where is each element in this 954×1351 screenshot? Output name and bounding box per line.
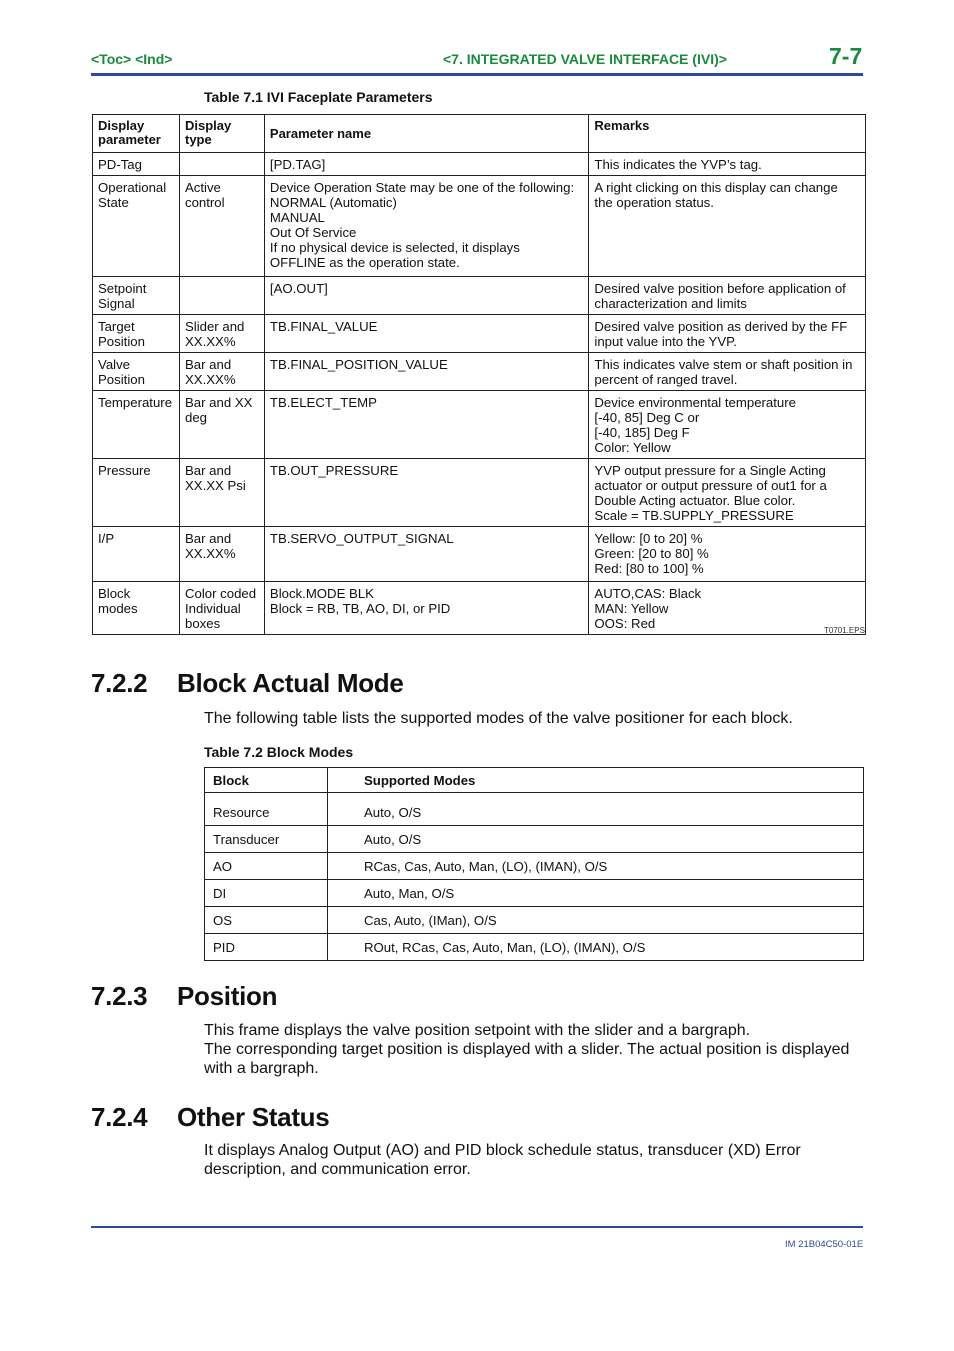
table-row	[93, 527, 866, 582]
figure-id: T0701.EPS	[824, 626, 865, 635]
display-type-cell: Bar and XX.XX%	[179, 527, 264, 582]
table-row	[205, 934, 864, 961]
remarks-cell: This indicates valve stem or shaft position in percent of ranged travel.	[589, 353, 866, 391]
display-type-cell: Color coded Individual boxes	[179, 582, 264, 635]
header-supported-modes: Supported Modes	[328, 768, 864, 793]
header-display-parameter: Display parameter	[93, 115, 180, 153]
section-heading-7-2-4	[91, 1102, 329, 1133]
table-row	[205, 907, 864, 934]
table-row	[93, 315, 866, 353]
parameter-name-cell: Block.MODE BLK Block = RB, TB, AO, DI, or PID	[264, 582, 589, 635]
table-row	[205, 793, 864, 826]
block-cell: Transducer	[205, 826, 328, 853]
supported-modes-cell: Cas, Auto, (IMan), O/S	[328, 907, 864, 934]
display-type-cell: Active control	[179, 176, 264, 277]
section-paragraph-line-2: The corresponding target position is displayed with a slider. The actual position is displayed with a bargraph.	[204, 1041, 850, 1077]
display-type-cell: Bar and XX deg	[179, 391, 264, 459]
section-heading-7-2-3	[91, 981, 277, 1012]
table-row	[205, 880, 864, 907]
parameter-name-cell: TB.ELECT_TEMP	[264, 391, 589, 459]
section-title: Other Status	[177, 1102, 330, 1132]
remarks-cell: Device environmental temperature [-40, 85] Deg C or [-40, 185] Deg F Color: Yellow	[589, 391, 866, 459]
footer-rule	[91, 1226, 863, 1228]
display-parameter-cell: Valve Position	[93, 353, 180, 391]
supported-modes-cell: ROut, RCas, Cas, Auto, Man, (LO), (IMAN), O/S	[328, 934, 864, 961]
display-parameter-cell: Temperature	[93, 391, 180, 459]
remarks-cell: A right clicking on this display can change the operation status.	[589, 176, 866, 277]
table-row	[205, 826, 864, 853]
display-type-cell	[179, 277, 264, 315]
table-7-1-caption: Table 7.1 IVI Faceplate Parameters	[204, 89, 433, 105]
section-number: 7.2.3	[91, 981, 148, 1011]
section-title: Position	[177, 981, 278, 1011]
section-title: Block Actual Mode	[177, 668, 404, 698]
table-7-2-caption: Table 7.2 Block Modes	[204, 744, 354, 760]
faceplate-parameters-table	[92, 114, 866, 635]
supported-modes-cell: Auto, O/S	[328, 826, 864, 853]
header-parameter-name: Parameter name	[264, 115, 589, 153]
display-parameter-cell: Block modes	[93, 582, 180, 635]
header-block: Block	[205, 768, 328, 793]
block-modes-table	[204, 767, 864, 961]
block-cell: Resource	[205, 793, 328, 826]
table-row	[93, 582, 866, 635]
supported-modes-cell: Auto, O/S	[328, 793, 864, 826]
display-type-cell: Bar and XX.XX%	[179, 353, 264, 391]
parameter-name-cell: TB.FINAL_VALUE	[264, 315, 589, 353]
remarks-cell: Desired valve position before application of characterization and limits	[589, 277, 866, 315]
table-header-row	[93, 115, 866, 153]
parameter-name-cell: TB.SERVO_OUTPUT_SIGNAL	[264, 527, 589, 582]
remarks-cell: YVP output pressure for a Single Acting actuator or output pressure of out1 for a Double Acting actuator. Blue color. Scale = TB.SUPPLY_PRESSURE	[589, 459, 866, 527]
section-heading-7-2-2	[91, 668, 404, 699]
display-parameter-cell: Pressure	[93, 459, 180, 527]
toc-index-links[interactable]: <Toc> <Ind>	[91, 51, 173, 67]
display-parameter-cell: Setpoint Signal	[93, 277, 180, 315]
header-remarks: Remarks	[589, 115, 866, 153]
parameter-name-cell: Device Operation State may be one of the following: NORMAL (Automatic) MANUAL Out Of Service If no physical device is selected, it displays OFFLINE as the operation state.	[264, 176, 589, 277]
display-parameter-cell: Target Position	[93, 315, 180, 353]
table-row	[93, 277, 866, 315]
table-row	[93, 459, 866, 527]
parameter-name-cell: [AO.OUT]	[264, 277, 589, 315]
chapter-title[interactable]: <7. INTEGRATED VALVE INTERFACE (IVI)>	[443, 51, 727, 67]
supported-modes-cell: RCas, Cas, Auto, Man, (LO), (IMAN), O/S	[328, 853, 864, 880]
display-type-cell: Bar and XX.XX Psi	[179, 459, 264, 527]
page-number: 7-7	[829, 43, 863, 69]
remarks-cell: AUTO,CAS: Black MAN: Yellow OOS: Red	[589, 582, 866, 635]
document-id: IM 21B04C50-01E	[785, 1239, 864, 1250]
display-parameter-cell: PD-Tag	[93, 153, 180, 176]
table-row	[93, 153, 866, 176]
remarks-cell: Yellow: [0 to 20] % Green: [20 to 80] % Red: [80 to 100] %	[589, 527, 866, 582]
block-cell: PID	[205, 934, 328, 961]
table-row	[93, 176, 866, 277]
display-type-cell: Slider and XX.XX%	[179, 315, 264, 353]
section-number: 7.2.4	[91, 1102, 148, 1132]
table-row	[205, 853, 864, 880]
header-rule	[91, 73, 863, 76]
table-row	[93, 391, 866, 459]
display-parameter-cell: Operational State	[93, 176, 180, 277]
display-type-cell	[179, 153, 264, 176]
section-number: 7.2.2	[91, 668, 148, 698]
parameter-name-cell: [PD.TAG]	[264, 153, 589, 176]
remarks-cell: Desired valve position as derived by the FF input value into the YVP.	[589, 315, 866, 353]
section-paragraph: It displays Analog Output (AO) and PID block schedule status, transducer (XD) Error description, and communication error.	[204, 1142, 801, 1178]
block-cell: DI	[205, 880, 328, 907]
table-header-row	[205, 768, 864, 793]
remarks-cell: This indicates the YVP’s tag.	[589, 153, 866, 176]
supported-modes-cell: Auto, Man, O/S	[328, 880, 864, 907]
section-paragraph-line-1: This frame displays the valve position setpoint with the slider and a bargraph.	[204, 1022, 751, 1039]
display-parameter-cell: I/P	[93, 527, 180, 582]
parameter-name-cell: TB.FINAL_POSITION_VALUE	[264, 353, 589, 391]
section-paragraph: The following table lists the supported modes of the valve positioner for each block.	[204, 710, 793, 727]
block-cell: OS	[205, 907, 328, 934]
header-display-type: Display type	[179, 115, 264, 153]
table-row	[93, 353, 866, 391]
parameter-name-cell: TB.OUT_PRESSURE	[264, 459, 589, 527]
block-cell: AO	[205, 853, 328, 880]
